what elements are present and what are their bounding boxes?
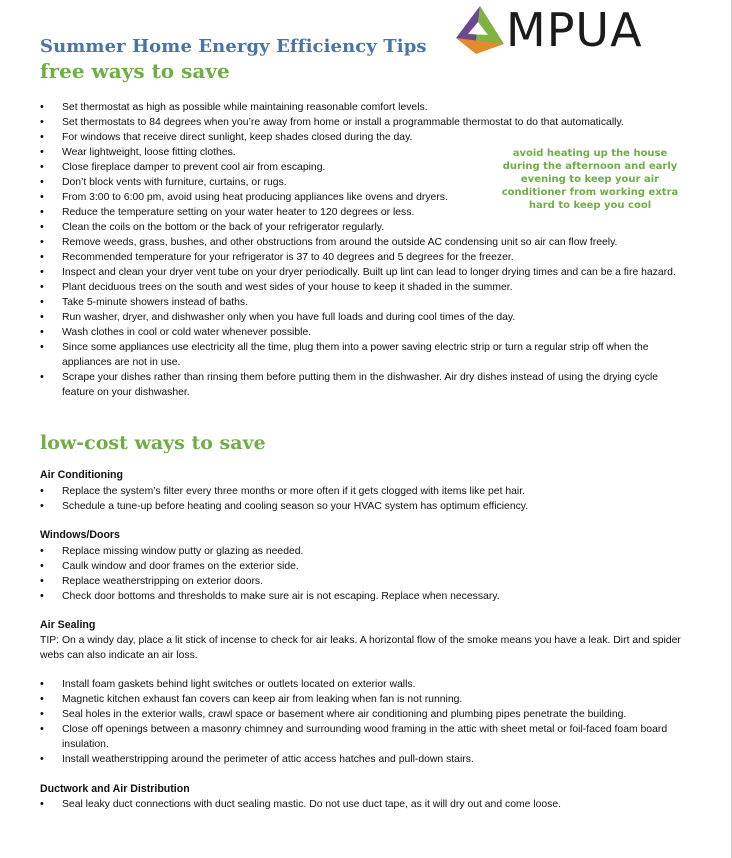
list-item: • Reduce the temperature setting on your water heater to 120 degrees or less. [40, 205, 680, 220]
list-item: • For windows that receive direct sunlight, keep shades closed during the day. [40, 130, 680, 145]
list-item: • Remove weeds, grass, bushes, and other obstructions from around the outside AC condensing unit so air can flow freely. [40, 235, 680, 250]
section-title-low-cost: low-cost ways to save [40, 432, 266, 454]
list-item: • Replace missing window putty or glazing as needed. [40, 544, 680, 559]
list-item: • Install weatherstripping around the perimeter of attic access hatches and pull-down stairs. [40, 752, 680, 767]
callout-note: avoid heating up the house during the afternoon and early evening to keep your air conditioner from working extra hard to keep you cool [501, 148, 679, 211]
list-item: • Recommended temperature for your refrigerator is 37 to 40 degrees and 5 degrees for the freezer. [40, 250, 680, 265]
logo-text: MPUA [506, 3, 643, 57]
list-item: • Check door bottoms and thresholds to make sure air is not escaping. Replace when necessary. [40, 589, 680, 604]
subhead-air-conditioning: Air Conditioning [40, 469, 123, 481]
list-item: • Set thermostats to 84 degrees when you’re away from home or install a programmable thermostat to do that automatically. [40, 115, 680, 130]
list-item: • Replace weatherstripping on exterior doors. [40, 574, 680, 589]
subhead-ductwork: Ductwork and Air Distribution [40, 783, 190, 795]
list-item: • Install foam gaskets behind light switches or outlets located on exterior walls. [40, 677, 680, 692]
list-item: • Close fireplace damper to prevent cool air from escaping. [40, 160, 680, 175]
list-item: • Wear lightweight, loose fitting clothes. [40, 145, 680, 160]
page-title: Summer Home Energy Efficiency Tips [40, 36, 427, 57]
list-item: • Wash clothes in cool or cold water whenever possible. [40, 325, 680, 340]
list-item: • Scrape your dishes rather than rinsing them before putting them in the dishwasher. Air dry dishes instead of using the drying cycle feature on your dishwasher. [40, 370, 680, 400]
list-item: • Run washer, dryer, and dishwasher only when you have full loads and during cool times of the day. [40, 310, 680, 325]
list-item: • Magnetic kitchen exhaust fan covers can keep air from leaking when fan is not running. [40, 692, 680, 707]
list-item: • Take 5-minute showers instead of baths. [40, 295, 680, 310]
list-item: • Don’t block vents with furniture, curtains, or rugs. [40, 175, 680, 190]
subhead-air-sealing: Air Sealing [40, 619, 96, 631]
subhead-windows-doors: Windows/Doors [40, 529, 120, 541]
list-item: • Inspect and clean your dryer vent tube on your dryer periodically. Built up lint can lead to longer drying times and can be a fire hazard. [40, 265, 680, 280]
list-item: • From 3:00 to 6:00 pm, avoid using heat producing appliances like ovens and dryers. [40, 190, 680, 205]
air-conditioning-list [40, 484, 680, 514]
air-sealing-tip: TIP: On a windy day, place a lit stick of incense to check for air leaks. A horizontal flow of the smoke means you have a leak. Dirt and spider webs can also indicate an air loss. [40, 635, 681, 661]
list-item: • Close off openings between a masonry chimney and surrounding wood framing in the attic with sheet metal or foil-faced foam board insulation. [40, 722, 680, 752]
list-item: • Caulk window and door frames on the exterior side. [40, 559, 680, 574]
free-tips-list [40, 100, 680, 400]
windows-doors-list [40, 544, 680, 604]
list-item: • Replace the system’s filter every three months or more often if it gets clogged with items like pet hair. [40, 484, 680, 499]
air-sealing-list [40, 677, 680, 767]
section-title-free: free ways to save [40, 59, 230, 83]
list-item: • Seal holes in the exterior walls, crawl space or basement where air conditioning and plumbing pipes penetrate the building. [40, 707, 680, 722]
list-item: • Since some appliances use electricity all the time, plug them into a power saving electric strip or turn a regular strip off when the appliances are not in use. [40, 340, 680, 370]
list-item: • Schedule a tune-up before heating and cooling season so your HVAC system has optimum efficiency. [40, 499, 680, 514]
list-item: • Plant deciduous trees on the south and west sides of your house to keep it shaded in the summer. [40, 280, 680, 295]
ductwork-list [40, 797, 680, 812]
list-item: • Clean the coils on the bottom or the back of your refrigerator regularly. [40, 220, 680, 235]
list-item: • Seal leaky duct connections with duct sealing mastic. Do not use duct tape, as it will dry out and come loose. [40, 797, 680, 812]
list-item: • Set thermostat as high as possible while maintaining reasonable comfort levels. [40, 100, 680, 115]
